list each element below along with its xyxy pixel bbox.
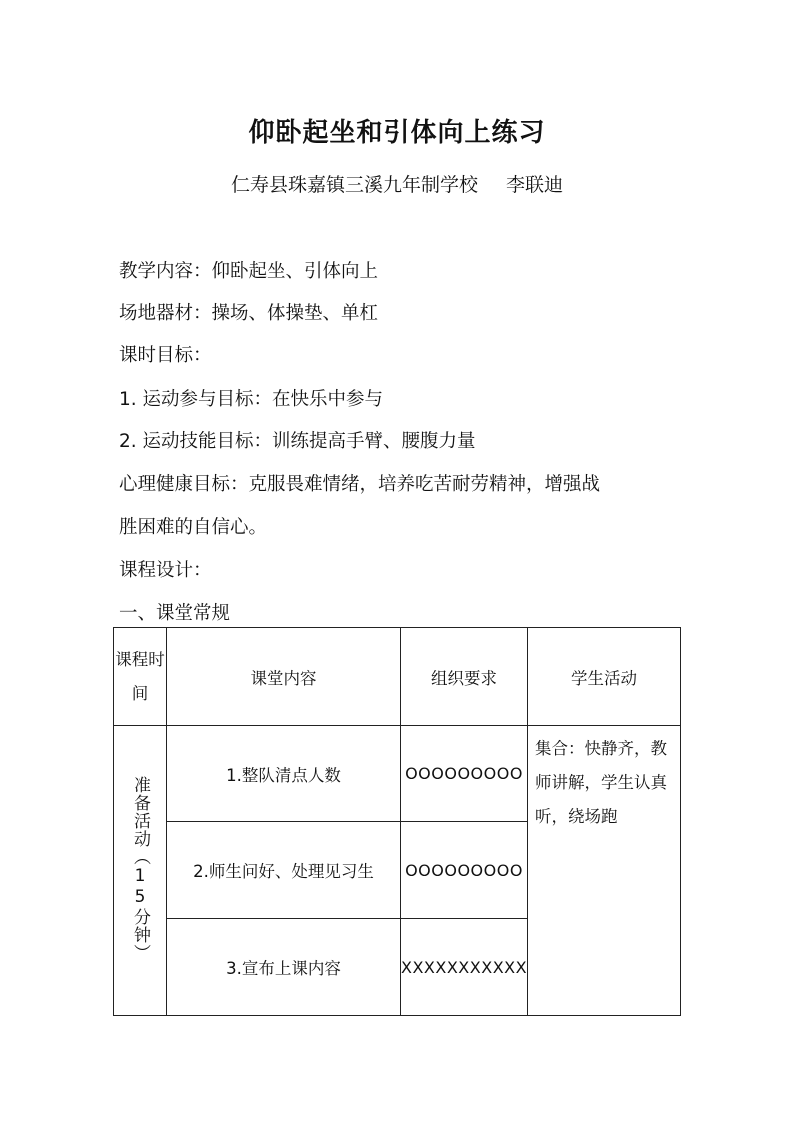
author-name: 李联迪 xyxy=(506,174,564,196)
document-title: 仰卧起坐和引体向上练习 xyxy=(248,118,546,148)
student-activity-cell: 集合：快静齐，教师讲解，学生认真听，绕场跑 xyxy=(528,726,681,1016)
goals-heading: 课时目标： xyxy=(119,345,212,366)
design-heading: 课程设计： xyxy=(119,560,212,581)
school-name: 仁寿县珠嘉镇三溪九年制学校 xyxy=(230,174,478,196)
row-content: 3.宣布上课内容 xyxy=(167,919,401,1016)
schedule-table xyxy=(113,627,681,1016)
goal-skill: 2. 运动技能目标：训练提高手臂、腰腹力量 xyxy=(119,431,476,452)
goal-participation: 1. 运动参与目标：在快乐中参与 xyxy=(119,389,384,410)
phase-cell xyxy=(114,726,167,1016)
row-organization: OOOOOOOOO xyxy=(401,726,528,822)
author-line xyxy=(0,170,794,197)
row-organization: OOOOOOOOO xyxy=(401,822,528,919)
table-row xyxy=(114,726,681,822)
table-header-row xyxy=(114,628,681,726)
equipment-line: 场地器材：操场、体操垫、单杠 xyxy=(119,303,379,324)
goal-mental-line-2: 胜困难的自信心。 xyxy=(119,517,268,538)
header-content: 课堂内容 xyxy=(167,628,401,726)
row-content: 2.师生问好、处理见习生 xyxy=(167,822,401,919)
header-time: 课程时间 xyxy=(114,628,167,726)
teaching-content-line: 教学内容：仰卧起坐、引体向上 xyxy=(119,261,379,282)
section-heading: 一、课堂常规 xyxy=(119,603,231,624)
row-content: 1.整队清点人数 xyxy=(167,726,401,822)
header-activity: 学生活动 xyxy=(528,628,681,726)
phase-label: 准备活动（15分钟） xyxy=(130,775,150,962)
header-organization: 组织要求 xyxy=(401,628,528,726)
row-organization: XXXXXXXXXXX xyxy=(401,919,528,1016)
goal-mental-line-1: 心理健康目标：克服畏难情绪，培养吃苦耐劳精神，增强战 xyxy=(119,474,601,495)
